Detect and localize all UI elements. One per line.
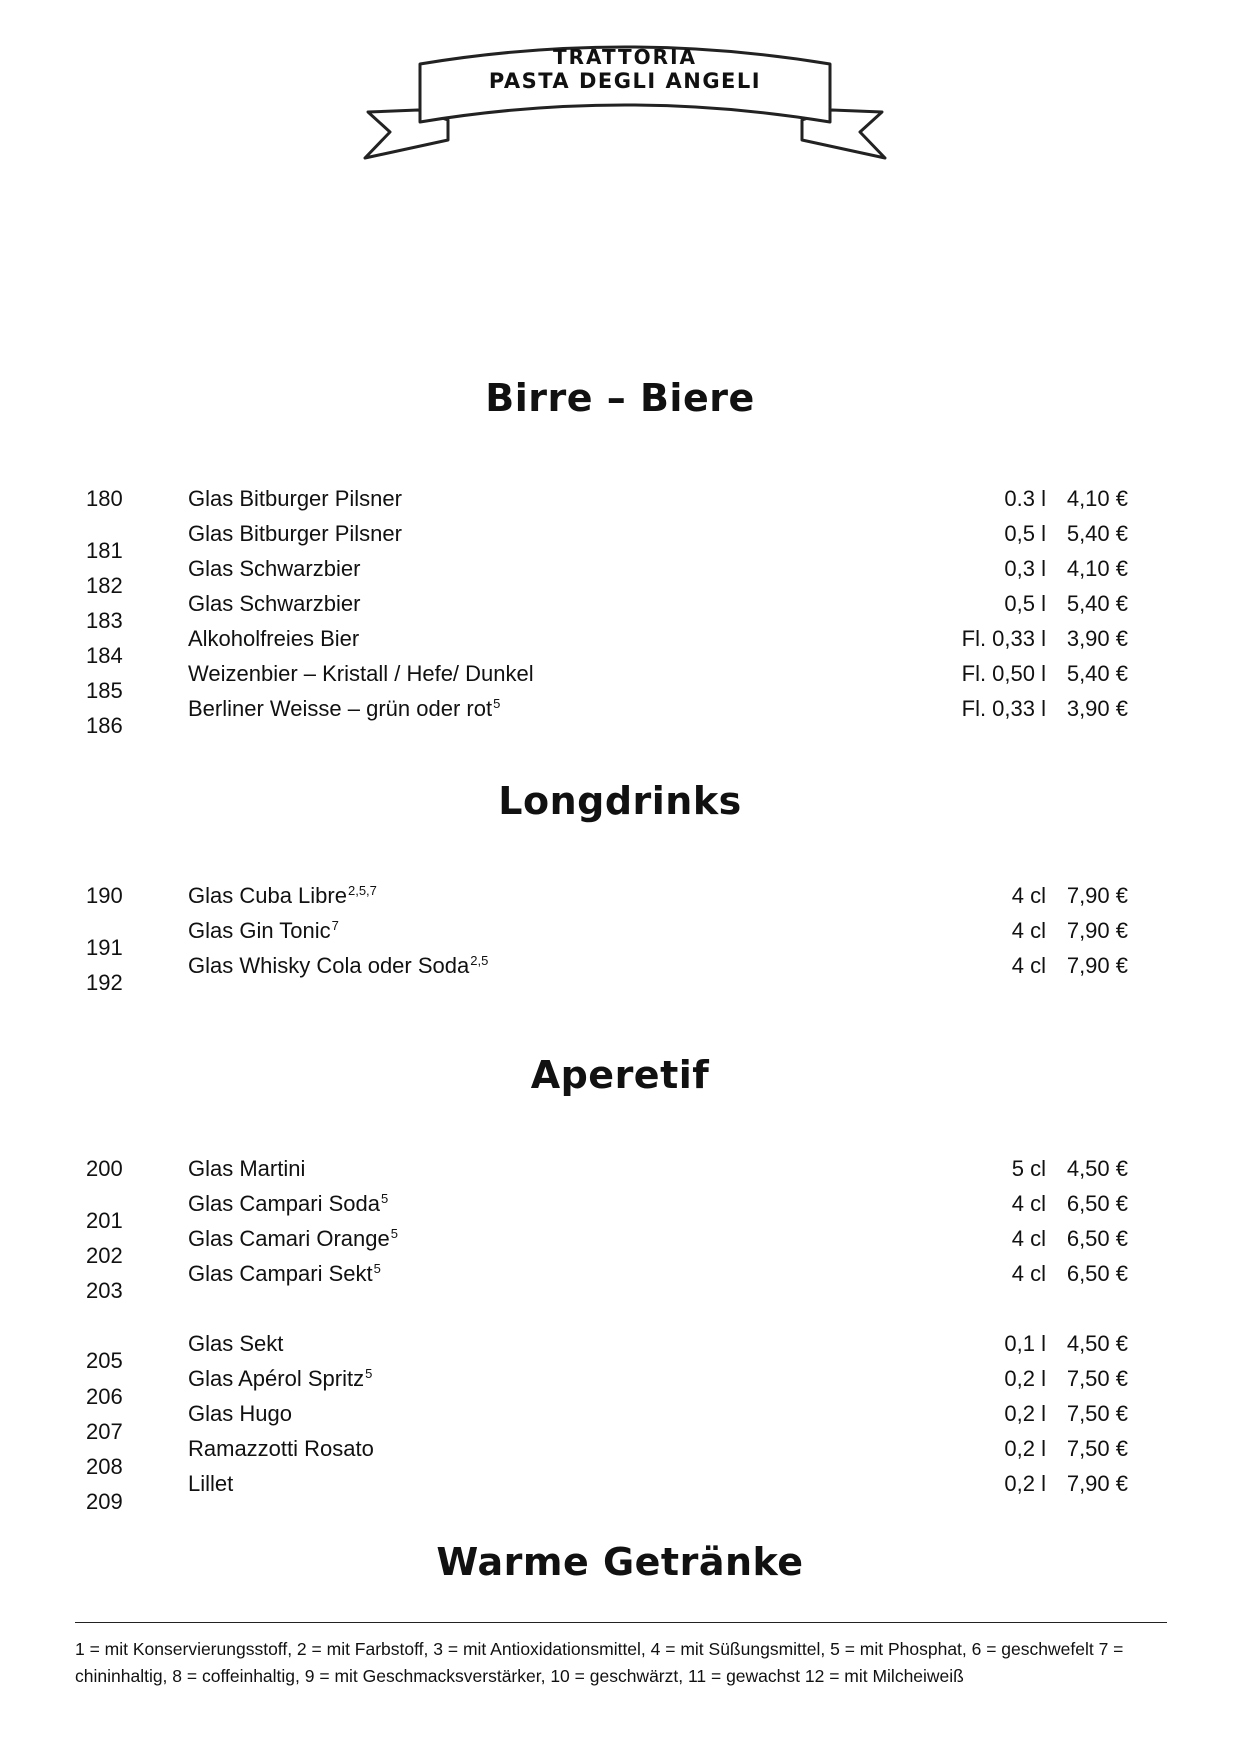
item-name: Glas Campari Soda$^5$: [188, 1190, 389, 1216]
item-number: 205: [86, 1348, 123, 1373]
item-name: Glas Gin Tonic$^7$: [188, 917, 339, 943]
menu-item: [188, 1191, 1128, 1223]
menu-item: [188, 953, 1128, 985]
menu-item: [188, 1401, 1128, 1433]
menu-item: [188, 1261, 1128, 1293]
item-price: 5,40 €: [1066, 661, 1128, 686]
item-volume: Fl. 0,50 l: [961, 661, 1046, 686]
item-volume: 4 cl: [1011, 1226, 1046, 1251]
item-number: 203: [86, 1278, 123, 1303]
item-volume: 4 cl: [1011, 883, 1046, 908]
item-volume: 0,2 l: [1004, 1471, 1046, 1496]
item-volume: 4 cl: [1011, 1191, 1046, 1216]
menu-item: [188, 883, 1128, 915]
logo-line-1: TRATTORIA: [552, 45, 698, 69]
item-name: Glas Camari Orange$^5$: [188, 1225, 398, 1251]
item-volume: Fl. 0,33 l: [961, 626, 1046, 651]
item-name: Glas Schwarzbier: [188, 556, 361, 581]
item-price: 7,50 €: [1066, 1366, 1128, 1391]
item-volume: Fl. 0,33 l: [961, 696, 1046, 721]
item-name: Glas Whisky Cola oder Soda$^{2,5}$: [188, 952, 489, 978]
item-number: 183: [86, 608, 123, 633]
item-number: 180: [86, 486, 123, 511]
section-title-aperetif: Aperetif: [530, 1053, 710, 1097]
menu-item: [188, 696, 1128, 728]
ribbon-banner-icon: [360, 40, 890, 170]
item-volume: 0,2 l: [1004, 1436, 1046, 1461]
item-price: 7,90 €: [1066, 883, 1128, 908]
item-price: 3,90 €: [1066, 696, 1128, 721]
item-volume: 0,2 l: [1004, 1366, 1046, 1391]
menu-item: [188, 591, 1128, 623]
item-volume: 4 cl: [1011, 918, 1046, 943]
item-name: Glas Apérol Spritz$^5$: [188, 1365, 373, 1391]
item-name: Glas Cuba Libre$^{2,5,7}$: [188, 882, 377, 908]
item-price: 7,50 €: [1066, 1401, 1128, 1426]
item-name: Lillet: [188, 1471, 234, 1496]
item-name: Glas Sekt: [188, 1331, 284, 1356]
menu-item: [188, 1331, 1128, 1363]
item-price: 6,50 €: [1066, 1226, 1128, 1251]
menu-item: [188, 1156, 1128, 1188]
item-number: 201: [86, 1208, 123, 1233]
item-number: 200: [86, 1156, 123, 1181]
item-volume: 0.3 l: [1004, 486, 1046, 511]
logo-line-2: PASTA DEGLI ANGELI: [488, 69, 762, 93]
section-title-longdrinks: Longdrinks: [498, 779, 742, 823]
menu-item: [188, 556, 1128, 588]
item-price: 4,10 €: [1066, 556, 1128, 581]
item-volume: 5 cl: [1011, 1156, 1046, 1181]
restaurant-logo: [360, 40, 890, 170]
item-name: Weizenbier – Kristall / Hefe/ Dunkel: [188, 661, 534, 686]
allergen-footnote: 1 = mit Konservierungsstoff, 2 = mit Farbstoff, 3 = mit Antioxidationsmittel, 4 = mit Süßungsmittel, 5 = mit Phosphat, 6 = geschwefelt 7 = chininhaltig, 8 = coffeinhaltig, 9 = mit Geschmacksverstärker, 10 = geschwärzt, 11 = gewachst 12 = mit Milcheiweiß: [75, 1639, 1124, 1686]
menu-item: [188, 661, 1128, 693]
item-volume: 0,1 l: [1004, 1331, 1046, 1356]
item-number: 206: [86, 1384, 123, 1409]
item-number: 208: [86, 1454, 123, 1479]
item-number: 181: [86, 538, 123, 563]
footnote-divider: [75, 1622, 1167, 1623]
item-number: 186: [86, 713, 123, 738]
menu-item: [188, 1226, 1128, 1258]
item-volume: 4 cl: [1011, 1261, 1046, 1286]
item-volume: 0,3 l: [1004, 556, 1046, 581]
item-price: 7,90 €: [1066, 1471, 1128, 1496]
item-number: 192: [86, 970, 123, 995]
menu-item: [188, 1436, 1128, 1468]
item-number: 191: [86, 935, 123, 960]
item-volume: 0,5 l: [1004, 591, 1046, 616]
item-price: 5,40 €: [1066, 521, 1128, 546]
item-name: Glas Campari Sekt$^5$: [188, 1260, 381, 1286]
item-price: 3,90 €: [1066, 626, 1128, 651]
item-price: 5,40 €: [1066, 591, 1128, 616]
item-name: Glas Schwarzbier: [188, 591, 361, 616]
item-name: Glas Hugo: [188, 1401, 292, 1426]
item-number: 207: [86, 1419, 123, 1444]
item-price: 4,50 €: [1066, 1331, 1128, 1356]
item-volume: 0,5 l: [1004, 521, 1046, 546]
item-name: Glas Bitburger Pilsner: [188, 521, 402, 546]
item-price: 7,90 €: [1066, 953, 1128, 978]
menu-item: [188, 486, 1128, 518]
item-name: Alkoholfreies Bier: [188, 626, 360, 651]
menu-item: [188, 626, 1128, 658]
item-name: Berliner Weisse – grün oder rot$^5$: [188, 695, 501, 721]
item-name: Ramazzotti Rosato: [188, 1436, 374, 1461]
item-price: 7,90 €: [1066, 918, 1128, 943]
item-volume: 0,2 l: [1004, 1401, 1046, 1426]
item-number: 202: [86, 1243, 123, 1268]
menu-item: [188, 521, 1128, 553]
menu-item: [188, 1471, 1128, 1503]
section-title-birre: Birre – Biere: [485, 376, 755, 420]
item-name: Glas Bitburger Pilsner: [188, 486, 402, 511]
item-number: 190: [86, 883, 123, 908]
item-volume: 4 cl: [1011, 953, 1046, 978]
item-number: 182: [86, 573, 123, 598]
item-price: 6,50 €: [1066, 1261, 1128, 1286]
item-number: 184: [86, 643, 123, 668]
item-price: 4,50 €: [1066, 1156, 1128, 1181]
item-name: Glas Martini: [188, 1156, 306, 1181]
menu-item: [188, 918, 1128, 950]
item-price: 4,10 €: [1066, 486, 1128, 511]
menu-item: [188, 1366, 1128, 1398]
item-number: 185: [86, 678, 123, 703]
item-price: 6,50 €: [1066, 1191, 1128, 1216]
section-title-warme-getraenke: Warme Getränke: [436, 1540, 804, 1584]
item-number: 209: [86, 1489, 123, 1514]
item-price: 7,50 €: [1066, 1436, 1128, 1461]
